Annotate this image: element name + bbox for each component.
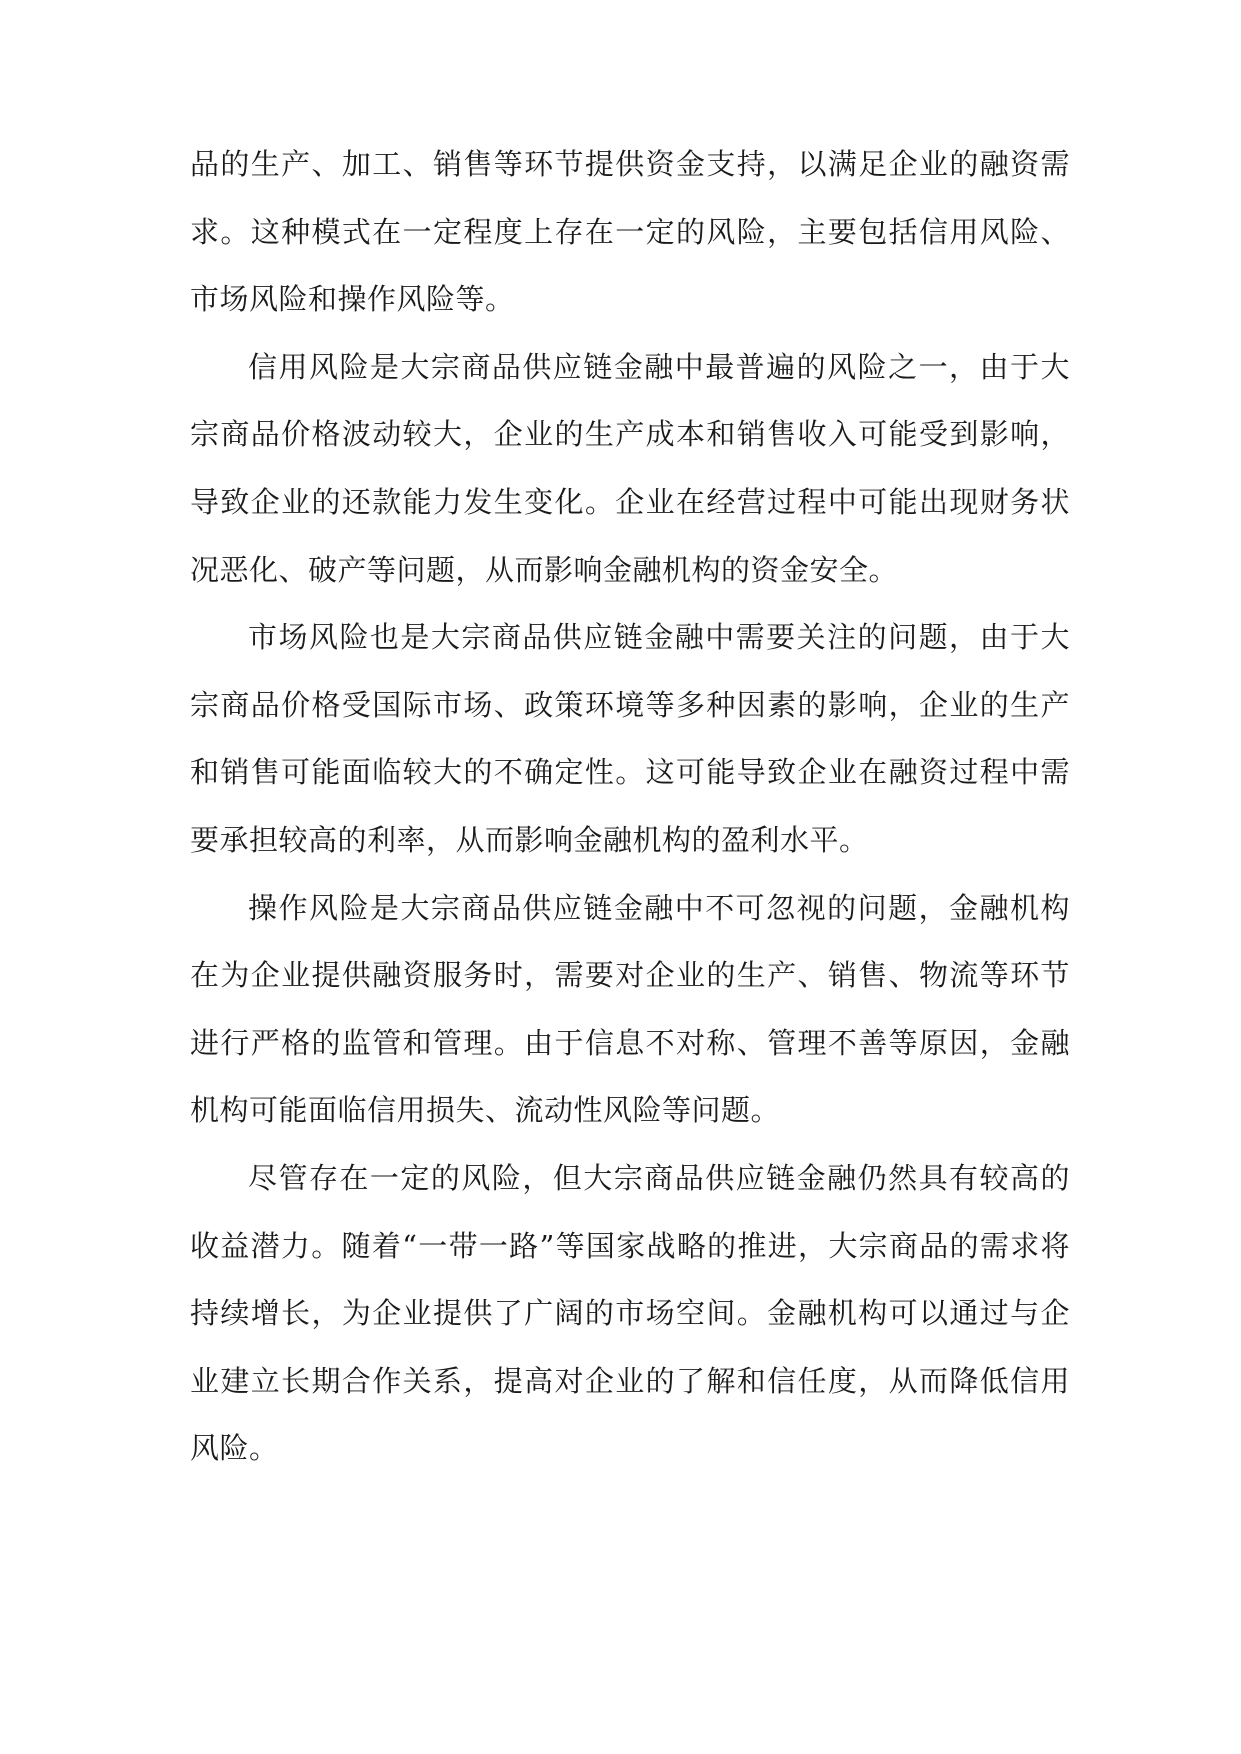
paragraph-operational-risk: 操作风险是大宗商品供应链金融中不可忽视的问题，金融机构在为企业提供融资服务时，需要对企业的生产、销售、物流等环节进行严格的监管和管理。由于信息不对称、管理不善等原因，金融机构可能面临信用损失、流动性风险等问题。 xyxy=(190,890,1070,1128)
paragraph-credit-risk: 信用风险是大宗商品供应链金融中最普遍的风险之一，由于大宗商品价格波动较大，企业的生产成本和销售收入可能受到影响，导致企业的还款能力发生变化。企业在经营过程中可能出现财务状况恶化、破产等问题，从而影响金融机构的资金安全。 xyxy=(190,349,1070,587)
paragraph-continuation: 品的生产、加工、销售等环节提供资金支持，以满足企业的融资需求。这种模式在一定程度上存在一定的风险，主要包括信用风险、市场风险和操作风险等。 xyxy=(190,147,1070,317)
paragraph-return-potential: 尽管存在一定的风险，但大宗商品供应链金融仍然具有较高的收益潜力。随着“一带一路”等国家战略的推进，大宗商品的需求将持续增长，为企业提供了广阔的市场空间。金融机构可以通过与企业建立长期合作关系，提高对企业的了解和信任度，从而降低信用风险。 xyxy=(190,1160,1070,1466)
paragraph-market-risk: 市场风险也是大宗商品供应链金融中需要关注的问题，由于大宗商品价格受国际市场、政策环境等多种因素的影响，企业的生产和销售可能面临较大的不确定性。这可能导致企业在融资过程中需要承担较高的利率，从而影响金融机构的盈利水平。 xyxy=(190,620,1070,857)
document-body xyxy=(190,131,1070,1483)
